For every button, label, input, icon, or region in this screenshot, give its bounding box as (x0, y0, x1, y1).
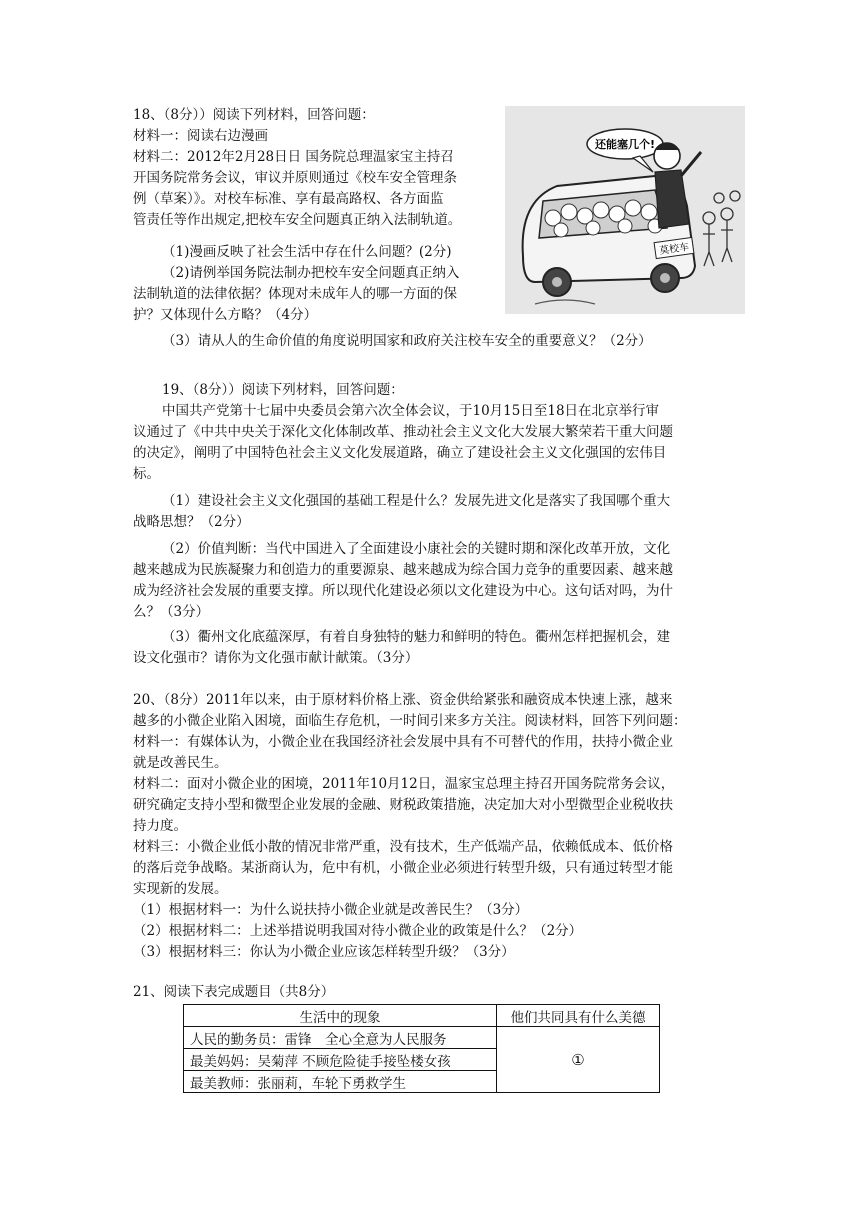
q18-sub-2-line: （2)请例举国务院法制办把校车安全问题真正纳入 (162, 265, 460, 281)
q18-material-2-line: 例（草案）》。对校车标准、享有最高路权、各方面监 (133, 191, 444, 207)
q20-line: 的落后竞争战略。某浙商认为，危中有机，小微企业必须进行转型升级，只有通过转型才能 (133, 860, 673, 876)
table-cell-phenomenon: 最美妈妈：吴菊萍 不顾危险徒手接坠楼女孩 (184, 1049, 497, 1071)
table-header-phenomenon: 生活中的现象 (184, 1005, 497, 1027)
q20-line: 就是改善民生。 (133, 755, 228, 771)
q20-line: 20、（8分）2011年以来，由于原材料价格上涨、资金供给紧张和融资成本快速上涨，越来 (133, 692, 673, 708)
q19-material-line: 议通过了《中共中央关于深化文化体制改革、推动社会主义文化大发展大繁荣若干重大问题 (133, 424, 673, 440)
table-row (184, 1027, 660, 1049)
q18-material-2-line: 管责任等作出规定,把校车安全问题真正纳入法制轨道。 (133, 212, 462, 228)
q19-material-line: 的决定》，阐明了中国特色社会主义文化发展道路，确立了建设社会主义文化强国的宏伟目 (133, 445, 667, 461)
q18-heading: 18、（8分））阅读下列材料，回答问题： (133, 107, 375, 123)
q19-sub-2-line: 成为经济社会发展的重要支撑。所以现代化建设必须以文化建设为中心。这句话对吗，为什 (133, 583, 673, 599)
q19-heading: 19、（8分））阅读下列材料，回答问题： (162, 382, 404, 398)
q19-sub-3-line: （3）衢州文化底蕴深厚，有着自身独特的魅力和鲜明的特色。衢州怎样把握机会，建 (162, 629, 671, 645)
q20-line: 材料一：有媒体认为，小微企业在我国经济社会发展中具有不可替代的作用，扶持小微企业 (133, 734, 673, 750)
table-cell-phenomenon: 最美教师：张丽莉，车轮下勇救学生 (184, 1071, 497, 1093)
table-header-row (184, 1005, 660, 1027)
q20-line: 材料二：面对小微企业的困境，2011年10月12日，温家宝总理主持召开国务院常务会议， (133, 776, 675, 792)
q18-sub-1: （1)漫画反映了社会生活中存在什么问题？(2分) (162, 244, 452, 260)
q20-line: 研究确定支持小型和微型企业发展的金融、财税政策措施，决定加大对小型微型企业税收扶 (133, 797, 673, 813)
q20-line: 材料三：小微企业低小散的情况非常严重，没有技术，生产低端产品，依赖低成本、低价格 (133, 839, 673, 855)
q20-sub-1: （1）根据材料一：为什么说扶持小微企业就是改善民生？（3分） (133, 902, 529, 918)
table-header-virtue: 他们共同具有什么美德 (497, 1005, 660, 1027)
table-cell-phenomenon: 人民的勤务员：雷锋 全心全意为人民服务 (184, 1027, 497, 1049)
q19-sub-1-line: （1）建设社会主义文化强国的基础工程是什么？发展先进文化是落实了我国哪个重大 (162, 493, 671, 509)
answer-blank-cell[interactable] (497, 1027, 660, 1093)
q19-sub-2-line: 越来越成为民族凝聚力和创造力的重要源泉、越来越成为综合国力竞争的重要因素、越来越 (133, 562, 673, 578)
school-bus-cartoon (505, 106, 745, 314)
q19-sub-2-line: 么？（3分） (133, 604, 210, 620)
q20-sub-3: （3）根据材料三：你认为小微企业应该怎样转型升级？（3分） (133, 944, 515, 960)
q19-sub-2-line: （2）价值判断：当代中国进入了全面建设小康社会的关键时期和深化改革开放，文化 (162, 541, 671, 557)
q18-sub-2-line: 护？又体现什么方略？（4分） (133, 307, 318, 323)
q18-material-2-line: 开国务院常务会议，审议并原则通过《校车安全管理条 (133, 170, 457, 186)
q20-sub-2: （2）根据材料二：上述举措说明我国对待小微企业的政策是什么？（2分） (133, 923, 583, 939)
q19-material-line: 标。 (133, 466, 160, 482)
q18-material-2-line: 材料二：2012年2月28日日 国务院总理温家宝主持召 (133, 149, 454, 165)
q18-sub-2-line: 法制轨道的法律依据？体现对未成年人的哪一方面的保 (133, 286, 457, 302)
speech-bubble-text: 还能塞几个! (594, 138, 656, 151)
q18-material-1: 材料一：阅读右边漫画 (133, 128, 268, 144)
q20-line: 越多的小微企业陷入困境，面临生存危机，一时间引来多方关注。阅读材料，回答下列问题： (133, 713, 687, 729)
q19-sub-3-line: 设文化强市？请你为文化强市献计献策。（3分） (133, 650, 419, 666)
virtue-table (183, 1004, 660, 1093)
bus-sign: 莫校车 (658, 241, 690, 258)
q20-line: 实现新的发展。 (133, 881, 228, 897)
q21-heading: 21、阅读下表完成题目（共8分） (133, 984, 335, 1000)
q20-line: 持力度。 (133, 818, 187, 834)
q19-sub-1-line: 战略思想？（2分） (133, 514, 250, 530)
answer-mark: ① (571, 1050, 585, 1069)
q19-material-line: 中国共产党第十七届中央委员会第六次全体会议，于10月15日至18日在北京举行审 (162, 403, 660, 419)
q18-sub-3: （3）请从人的生命价值的角度说明国家和政府关注校车安全的重要意义？（2分） (162, 333, 652, 349)
